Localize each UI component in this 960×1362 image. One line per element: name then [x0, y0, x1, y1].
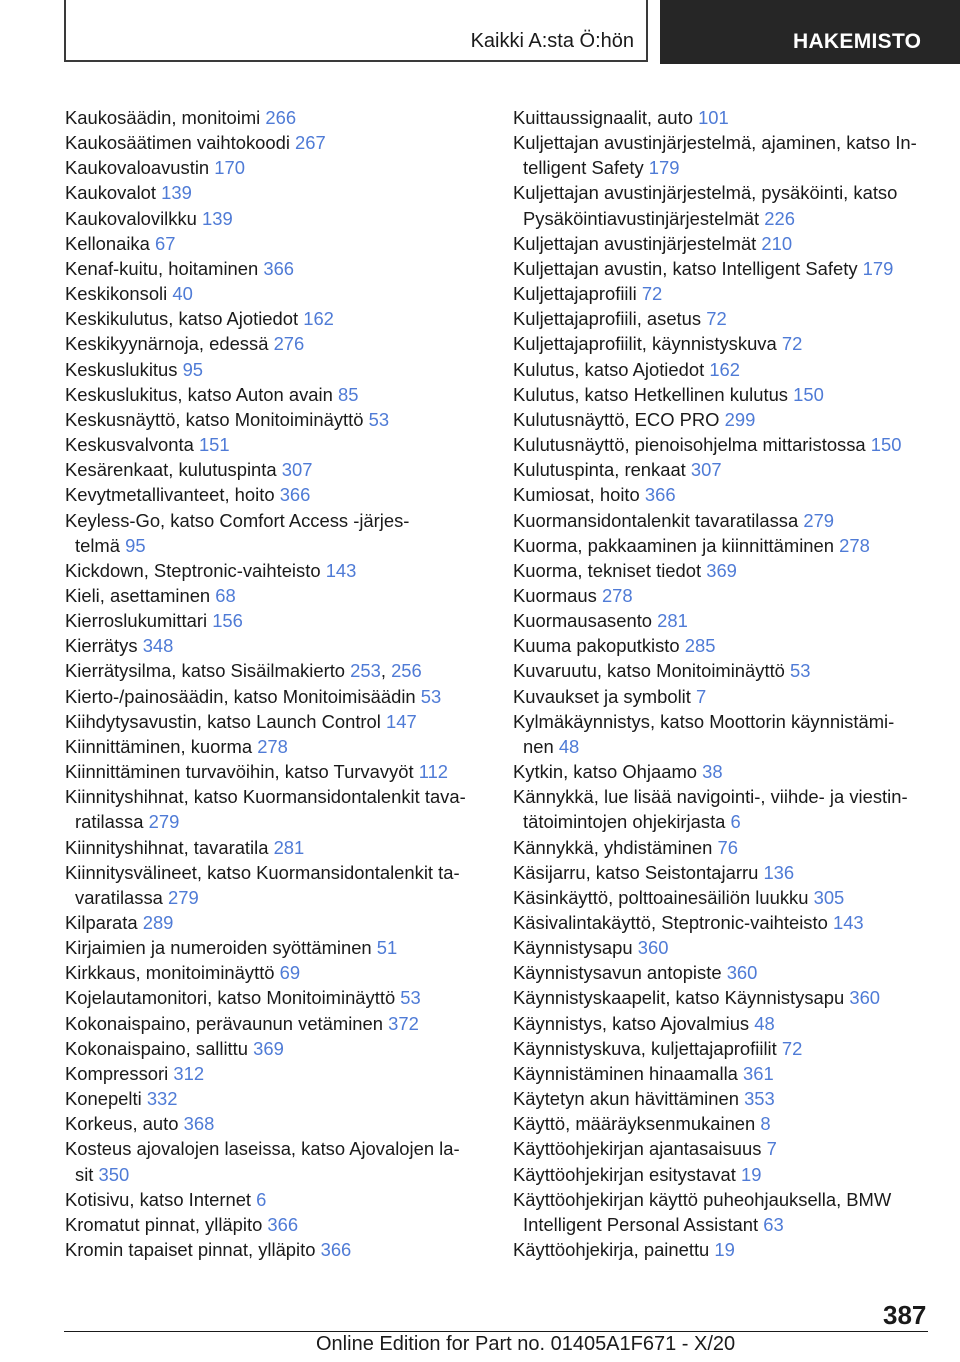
page-link[interactable]: 156 [212, 610, 243, 632]
page-link[interactable]: 112 [418, 761, 449, 783]
page-link[interactable]: 278 [257, 735, 288, 757]
page-link[interactable]: 6 [730, 811, 741, 833]
index-entry [513, 533, 933, 558]
index-entry [65, 231, 485, 256]
footer-text: Online Edition for Part no. 01405A1F671 - X/20 [316, 1333, 736, 1355]
index-entry-text: Kierto-/painosäädin, katso Monitoimisäädin [65, 685, 416, 707]
index-entry [65, 734, 485, 759]
page-link[interactable]: 53 [790, 660, 811, 682]
page-link[interactable]: 368 [183, 1113, 215, 1135]
index-entry-text: Kuormaus [513, 584, 597, 606]
index-entry [513, 633, 933, 658]
page-link[interactable]: 162 [709, 358, 740, 380]
index-entry [513, 784, 933, 834]
index-entry [513, 1162, 933, 1187]
index-entry [513, 583, 933, 608]
index-entry [513, 508, 933, 533]
page-link[interactable]: 253 [350, 660, 381, 682]
page-link[interactable]: 48 [558, 735, 580, 757]
page-link[interactable]: 276 [273, 333, 305, 355]
index-entry-text: Kesärenkaat, kulutuspinta [65, 459, 277, 481]
index-entry [513, 1011, 933, 1036]
index-entry-text: Kotisivu, katso Internet [65, 1188, 252, 1210]
page-link[interactable]: 63 [763, 1213, 784, 1235]
page-link[interactable]: 170 [214, 157, 245, 179]
index-entry-text: Kirjaimien ja numeroiden syöttäminen [65, 937, 372, 959]
index-entry-text: Kaukosäädin, monitoimi [65, 107, 261, 128]
index-entry-text: Keskuslukitus, katso Auton avain [65, 383, 333, 405]
page-link[interactable]: 278 [839, 534, 870, 556]
index-entry [65, 130, 485, 155]
index-entry [513, 1136, 933, 1161]
index-entry-text: Kierrätysilma, katso Sisäilmakierto [65, 660, 346, 682]
index-entry-text: Kierrätys [65, 635, 138, 657]
index-entry-text: Kuorma, tekniset tiedot [513, 559, 702, 581]
index-entry-text: Kuuma pakoputkisto [513, 635, 680, 657]
index-entry [513, 457, 933, 482]
index-entry-text: Pysäköintiavustinjärjestelmät [523, 207, 760, 229]
index-entry-text: Kojelautamonitori, katso Monitoiminäyttö [65, 987, 396, 1009]
page-link[interactable]: 366 [279, 484, 311, 506]
page-link[interactable]: 366 [320, 1239, 352, 1261]
page-link[interactable]: 278 [601, 584, 633, 606]
index-entry [513, 935, 933, 960]
page-link[interactable]: 7 [766, 1138, 777, 1160]
index-entry-text: Kuormansidontalenkit tavaratilassa [513, 509, 799, 531]
index-entry [65, 583, 485, 608]
page-link[interactable]: 101 [698, 107, 729, 128]
index-entry [65, 457, 485, 482]
page-link[interactable]: 72 [706, 308, 727, 330]
index-entry-text: Kromin tapaiset pinnat, ylläpito [65, 1239, 316, 1261]
index-entry [65, 306, 485, 331]
index-entry-text: Käyttöohjekirja, painettu [513, 1239, 710, 1261]
index-entry [65, 910, 485, 935]
index-entry-text: Kiihdytysavustin, katso Launch Control [65, 710, 381, 732]
page-link[interactable]: 266 [265, 107, 297, 128]
page-link[interactable]: 369 [253, 1037, 284, 1059]
page-link[interactable]: 8 [760, 1113, 771, 1135]
index-entry-text: Käynnistysavun antopiste [513, 962, 722, 984]
page-link[interactable]: 7 [695, 685, 707, 707]
index-entry-text: Käsinkäyttö, polttoainesäiliön luukku [513, 886, 809, 908]
index-entry [513, 1237, 933, 1262]
page-link[interactable]: 353 [744, 1088, 775, 1110]
page-link[interactable]: 143 [832, 912, 864, 933]
index-entry-text: telmä [75, 534, 120, 556]
breadcrumb: Kaikki A:sta Ö:hön [470, 30, 634, 52]
index-entry-text: Käyttöohjekirjan ajantasaisuus [513, 1138, 762, 1160]
page-link[interactable]: 210 [761, 232, 793, 254]
page-link[interactable]: 19 [740, 1163, 762, 1185]
page-link[interactable]: 281 [657, 610, 688, 632]
index-entry-text: Kieli, asettaminen [65, 584, 211, 606]
index-entry-text: sit [75, 1163, 94, 1185]
page-link[interactable]: 53 [368, 408, 390, 430]
page-number: 387 [883, 1300, 927, 1330]
page-link[interactable]: 348 [142, 635, 174, 657]
footer-divider [64, 1331, 928, 1332]
index-entry-text: Kylmäkäynnistys, katso Moottorin käynnistämi- [513, 710, 895, 732]
index-entry-text: Kompressori [65, 1062, 169, 1084]
index-entry-text: Käyttö, määräyksenmukainen [513, 1113, 756, 1135]
index-entry-text: Kaukovalovilkku [65, 207, 197, 229]
index-entry [65, 482, 485, 507]
page-link[interactable]: 179 [862, 257, 894, 279]
index-entry [513, 558, 933, 583]
index-entry [65, 281, 485, 306]
index-entry-text: Keskikyynärnoja, edessä [65, 333, 269, 355]
index-entry [65, 709, 485, 734]
page-link[interactable]: 53 [400, 987, 421, 1009]
index-entry [65, 331, 485, 356]
index-entry-text: Keskusvalvonta [65, 434, 194, 456]
index-entry-text: Kuljettajan avustin, katso Intelligent Safety [513, 257, 858, 279]
page-link[interactable]: 305 [813, 886, 845, 908]
page-link[interactable]: 95 [182, 358, 204, 380]
index-entry-text: Kaukovalot [65, 182, 156, 204]
page-link[interactable]: 267 [295, 132, 326, 154]
page-link[interactable]: 151 [198, 434, 230, 456]
index-entry-text: Käsivalintakäyttö, Steptronic-vaihteisto [513, 912, 828, 933]
page-link[interactable]: 366 [644, 484, 676, 506]
index-entry-text: Kuljettajan avustinjärjestelmä, pysäköinti, katso [513, 182, 898, 204]
page-link[interactable]: 299 [724, 408, 756, 430]
index-entry [65, 105, 485, 130]
index-entry-text: Intelligent Personal Assistant [523, 1213, 759, 1235]
index-entry [513, 432, 933, 457]
page-link[interactable]: 361 [743, 1062, 774, 1084]
index-entry: Kierrätysilma, katso Sisäilmakierto 253, 256 [65, 660, 422, 682]
index-entry-text: Keskusnäyttö, katso Monitoiminäyttö [65, 408, 364, 430]
index-entry [65, 835, 485, 860]
index-entry-text: Keyless-Go, katso Comfort Access -järjes- [65, 509, 410, 531]
index-entry [513, 130, 933, 180]
index-entry-text: Kevytmetallivanteet, hoito [65, 484, 275, 506]
page-link[interactable]: 226 [764, 207, 795, 229]
index-entry [513, 281, 933, 306]
page-link[interactable]: 150 [793, 383, 824, 405]
index-entry [513, 306, 933, 331]
index-entry [513, 1061, 933, 1086]
page-link[interactable]: 69 [279, 962, 301, 984]
page-link[interactable]: 143 [325, 559, 357, 581]
index-entry [65, 860, 485, 910]
page-link[interactable]: 289 [142, 912, 174, 933]
index-entry-text: Käyttöohjekirjan käyttö puheohjauksella, BMW [513, 1188, 892, 1210]
page-link[interactable]: 369 [706, 559, 737, 581]
index-entry-text: Kromatut pinnat, ylläpito [65, 1213, 263, 1235]
index-entry-text: nen [523, 735, 554, 757]
index-entry [513, 407, 933, 432]
index-entry [513, 885, 933, 910]
index-entry-text: Keskikonsoli [65, 283, 168, 305]
index-entry [65, 1136, 485, 1186]
index-entry-text: Kosteus ajovalojen laseissa, katso Ajovalojen la- [65, 1138, 460, 1160]
index-entry-text: Käynnistys, katso Ajovalmius [513, 1012, 750, 1034]
index-entry [65, 508, 485, 558]
page-link[interactable]: 256 [391, 660, 422, 682]
page-link[interactable]: 307 [690, 459, 722, 481]
index-entry [65, 1212, 485, 1237]
index-entry [513, 382, 933, 407]
index-entry-text: Kenaf-kuitu, hoitaminen [65, 257, 259, 279]
index-entry [65, 1237, 485, 1262]
index-entry-text: Kiinnityshihnat, katso Kuormansidontalenkit tava- [65, 786, 466, 808]
index-entry [65, 407, 485, 432]
page-link[interactable]: 67 [154, 232, 176, 254]
index-entry-text: Kuljettajaprofiilit, käynnistyskuva [513, 333, 777, 355]
index-entry [65, 985, 485, 1010]
page-link[interactable]: 372 [388, 1012, 419, 1034]
index-entry [513, 709, 933, 759]
index-entry-text: Kännykkä, lue lisää navigointi-, viihde- ja viestin- [513, 786, 908, 808]
index-entry-text: Kuljettajaprofiili [513, 283, 637, 305]
index-entry-text: Kulutusnäyttö, pienoisohjelma mittaristossa [513, 434, 866, 456]
index-entry-text: Kulutuspinta, renkaat [513, 459, 686, 481]
index-entry-text: Käynnistyskuva, kuljettajaprofiilit [513, 1037, 777, 1059]
index-entry-text: Kulutus, katso Hetkellinen kulutus [513, 383, 788, 405]
index-entry [513, 482, 933, 507]
index-entry [65, 155, 485, 180]
index-entry-text: Kulutus, katso Ajotiedot [513, 358, 705, 380]
index-entry [65, 935, 485, 960]
index-entry [65, 1187, 485, 1212]
page-link[interactable]: 85 [337, 383, 359, 405]
index-entry [65, 432, 485, 457]
index-column-right [513, 105, 933, 1262]
page-link[interactable]: 281 [273, 836, 305, 858]
section-tab[interactable] [660, 0, 960, 64]
page-link[interactable]: 332 [146, 1088, 178, 1110]
page-link[interactable]: 360 [849, 987, 881, 1009]
index-entry-text: Käynnistäminen hinaamalla [513, 1062, 738, 1084]
page-link[interactable]: 19 [714, 1239, 735, 1261]
page-link[interactable]: 136 [763, 861, 795, 883]
index-entry-text: Kaukosäätimen vaihtokoodi [65, 132, 290, 154]
index-entry-text: Korkeus, auto [65, 1113, 179, 1135]
index-entry-text: telligent Safety [523, 157, 644, 179]
index-entry-text: Kaukovaloavustin [65, 157, 210, 179]
index-entry-text: Kickdown, Steptronic-vaihteisto [65, 559, 321, 581]
index-entry [65, 633, 485, 658]
index-entry-text: Kuorma, pakkaaminen ja kiinnittäminen [513, 534, 834, 556]
index-entry-text: Kännykkä, yhdistäminen [513, 836, 713, 858]
index-entry [513, 860, 933, 885]
index-entry [513, 985, 933, 1010]
index-entry [513, 231, 933, 256]
index-entry-text: Kuittaussignaalit, auto [513, 107, 693, 128]
index-entry [513, 1036, 933, 1061]
index-entry-text: Kuljettajan avustinjärjestelmä, ajaminen, katso In- [513, 132, 917, 154]
index-entry-text: Käynnistysapu [513, 937, 633, 959]
page-link[interactable]: 150 [870, 434, 902, 456]
index-entry [65, 206, 485, 231]
page-link[interactable]: 312 [173, 1062, 205, 1084]
index-entry-text: Käynnistyskaapelit, katso Käynnistysapu [513, 987, 845, 1009]
index-entry [513, 1111, 933, 1136]
index-entry-text: Kierroslukumittari [65, 610, 208, 632]
page-link[interactable]: 38 [702, 761, 723, 783]
index-entry [513, 331, 933, 356]
index-entry-text: Kumiosat, hoito [513, 484, 640, 506]
index-entry [65, 180, 485, 205]
index-entry [513, 759, 933, 784]
index-entry [513, 910, 933, 935]
page-link[interactable]: 139 [161, 182, 192, 204]
page-link[interactable]: 279 [148, 811, 180, 833]
index-entry [65, 684, 485, 709]
page-link[interactable]: 53 [420, 685, 442, 707]
index-entry-text: ratilassa [75, 811, 144, 833]
index-entry [513, 1086, 933, 1111]
page-link[interactable]: 72 [641, 283, 663, 305]
page-link[interactable]: 279 [168, 886, 199, 908]
page-link[interactable]: 139 [202, 207, 233, 229]
index-entry [513, 256, 933, 281]
index-entry [65, 1061, 485, 1086]
index-entry-text: Kiinnitysvälineet, katso Kuormansidontalenkit ta- [65, 861, 460, 883]
index-entry [65, 784, 485, 834]
index-entry [513, 608, 933, 633]
index-entry [65, 256, 485, 281]
index-entry-text: Kellonaika [65, 232, 150, 254]
index-entry-text: Kirkkaus, monitoiminäyttö [65, 962, 275, 984]
page-link[interactable]: 360 [726, 962, 758, 984]
page-link[interactable]: 72 [781, 1037, 803, 1059]
page-link[interactable]: 366 [263, 257, 295, 279]
index-entry-text: Käyttöohjekirjan esitystavat [513, 1163, 736, 1185]
index-entry [513, 684, 933, 709]
index-entry [513, 105, 933, 130]
index-entry-text: Keskuslukitus [65, 358, 178, 380]
index-entry-text: Käytetyn akun hävittäminen [513, 1088, 739, 1110]
index-entry-text: varatilassa [75, 886, 163, 908]
page-link[interactable]: 6 [256, 1188, 267, 1210]
index-entry [513, 960, 933, 985]
index-entry-text: Kuvaruutu, katso Monitoiminäyttö [513, 660, 785, 682]
page-link[interactable]: 360 [637, 937, 669, 959]
index-entry [513, 357, 933, 382]
index-entry-text: Kokonaispaino, sallittu [65, 1037, 248, 1059]
index-entry-text: Kokonaispaino, perävaunun vetäminen [65, 1012, 383, 1034]
page-link[interactable]: 95 [125, 534, 146, 556]
index-entry-text: Kuljettajan avustinjärjestelmät [513, 232, 757, 254]
page-link[interactable]: 162 [303, 308, 334, 330]
index-entry-text: Kilparata [65, 912, 138, 933]
page-link[interactable]: 68 [215, 584, 236, 606]
index-entry [65, 1086, 485, 1111]
index-entry [513, 180, 933, 230]
index-entry-text: Kiinnityshihnat, tavaratila [65, 836, 269, 858]
section-tab-label: HAKEMISTO [793, 30, 922, 53]
page-link[interactable]: 48 [754, 1012, 775, 1034]
index-entry-text: Kulutusnäyttö, ECO PRO [513, 408, 720, 430]
index-entry-text: Käsijarru, katso Seistontajarru [513, 861, 759, 883]
index-entry [65, 1011, 485, 1036]
index-entry-text: Kuormausasento [513, 610, 653, 632]
index-entry [65, 1111, 485, 1136]
index-entry [513, 658, 933, 683]
index-entry [65, 357, 485, 382]
page-link[interactable]: 279 [803, 509, 835, 531]
index-entry-text: tätoimintojen ohjekirjasta [523, 811, 726, 833]
page-link[interactable]: 40 [172, 283, 193, 305]
index-column-left [65, 105, 485, 1262]
index-entry-text: Kuljettajaprofiili, asetus [513, 308, 702, 330]
page-link[interactable]: 147 [386, 710, 417, 732]
index-entry [65, 608, 485, 633]
index-entry [65, 558, 485, 583]
index-entry [513, 1187, 933, 1237]
index-entry-text: Kuvaukset ja symbolit [513, 685, 691, 707]
index-entry-text: Kytkin, katso Ohjaamo [513, 761, 697, 783]
index-entry [65, 382, 485, 407]
index-entry [65, 759, 485, 784]
index-entry-text: Konepelti [65, 1088, 142, 1110]
page-link[interactable]: 366 [267, 1213, 299, 1235]
page-link[interactable]: 350 [98, 1163, 130, 1185]
index-entry [513, 835, 933, 860]
index-entry-text: Kiinnittäminen, kuorma [65, 735, 253, 757]
page-link[interactable]: 179 [648, 157, 680, 179]
page-link[interactable]: 285 [684, 635, 716, 657]
index-entry [65, 960, 485, 985]
index-entry-text: Kiinnittäminen turvavöihin, katso Turvavyöt [65, 761, 414, 783]
index-entry [65, 1036, 485, 1061]
page-link[interactable]: 307 [281, 459, 313, 481]
index-entry-text: Keskikulutus, katso Ajotiedot [65, 308, 299, 330]
page-link[interactable]: 76 [717, 836, 738, 858]
page-link[interactable]: 51 [376, 937, 398, 959]
page-link[interactable]: 72 [781, 333, 803, 355]
